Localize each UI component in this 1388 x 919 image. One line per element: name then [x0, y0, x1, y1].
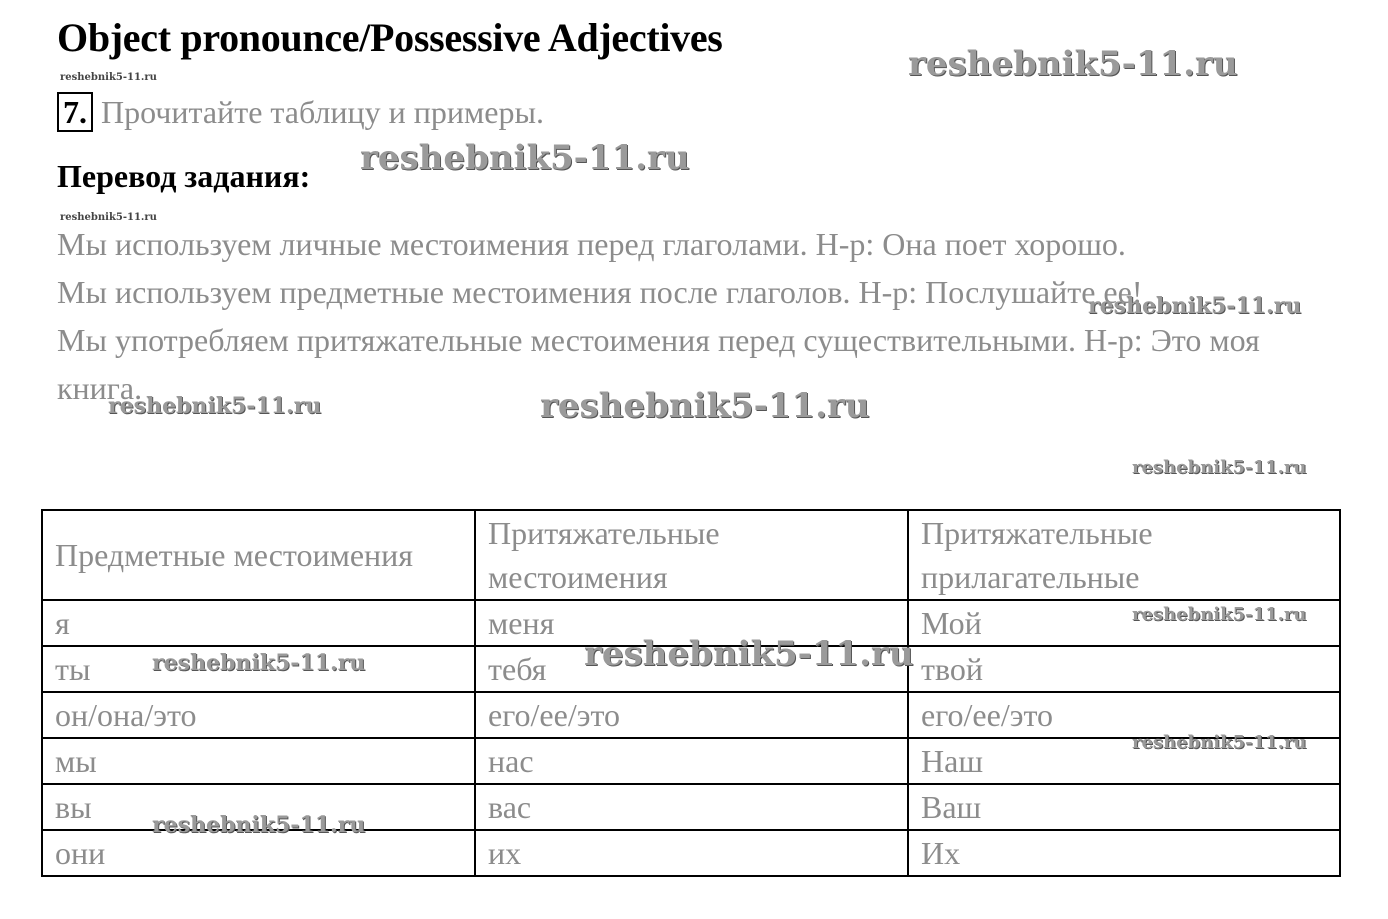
table-cell: Наш: [908, 738, 1340, 784]
table-header-cell: Притяжательные прилагательные: [908, 510, 1340, 600]
translation-paragraphs: [57, 220, 1352, 412]
table-row: [42, 738, 1340, 784]
table-cell: твой: [908, 646, 1340, 692]
table-header-cell: Притяжательные местоимения: [475, 510, 908, 600]
table-row: [42, 646, 1340, 692]
table-cell: я: [42, 600, 475, 646]
watermark: reshebnik5-11.ru: [60, 72, 157, 83]
table-header-cell: Предметные местоимения: [42, 510, 475, 600]
table-cell: он/она/это: [42, 692, 475, 738]
watermark: reshebnik5-11.ru: [152, 812, 366, 838]
page-title: Object pronounce/Possessive Adjectives: [57, 15, 723, 60]
watermark: reshebnik5-11.ru: [152, 650, 366, 676]
table-header-row: [42, 510, 1340, 600]
watermark: reshebnik5-11.ru: [108, 393, 322, 419]
table-cell: ты: [42, 646, 475, 692]
table-cell: Их: [908, 830, 1340, 876]
table-cell: его/ее/это: [475, 692, 908, 738]
watermark: reshebnik5-11.ru: [360, 138, 690, 178]
watermark: reshebnik5-11.ru: [540, 386, 870, 426]
watermark: reshebnik5-11.ru: [584, 634, 914, 674]
table-row: [42, 830, 1340, 876]
paragraph: Мы используем личные местоимения перед глаголами. Н-р: Она поет хорошо.: [57, 226, 1126, 262]
paragraph: Мы используем предметные местоимения после глаголов. Н-р: Послушайте ее!: [57, 274, 1143, 310]
table-cell: тебя: [475, 646, 908, 692]
table-row: [42, 784, 1340, 830]
watermark: reshebnik5-11.ru: [908, 44, 1238, 84]
table-cell: Мой: [908, 600, 1340, 646]
task-line: [57, 92, 544, 132]
watermark: reshebnik5-11.ru: [1132, 457, 1307, 478]
table-cell: их: [475, 830, 908, 876]
table-row: [42, 692, 1340, 738]
table-cell: вас: [475, 784, 908, 830]
watermark: reshebnik5-11.ru: [1132, 732, 1307, 753]
watermark: reshebnik5-11.ru: [1132, 604, 1307, 625]
watermark: reshebnik5-11.ru: [60, 212, 157, 223]
table-cell: его/ее/это: [908, 692, 1340, 738]
table-cell: вы: [42, 784, 475, 830]
table-cell: Ваш: [908, 784, 1340, 830]
task-number: 7.: [57, 92, 93, 132]
table-cell: они: [42, 830, 475, 876]
table-cell: мы: [42, 738, 475, 784]
watermark: reshebnik5-11.ru: [1088, 293, 1302, 319]
paragraph: Мы употребляем притяжательные местоимения перед существительными. Н-р: Это моя книга.: [57, 322, 1260, 406]
table-row: [42, 600, 1340, 646]
task-text: Прочитайте таблицу и примеры.: [101, 93, 544, 130]
table-cell: меня: [475, 600, 908, 646]
pronoun-table: [41, 509, 1341, 877]
table-cell: нас: [475, 738, 908, 784]
translation-heading: Перевод задания:: [57, 158, 311, 194]
